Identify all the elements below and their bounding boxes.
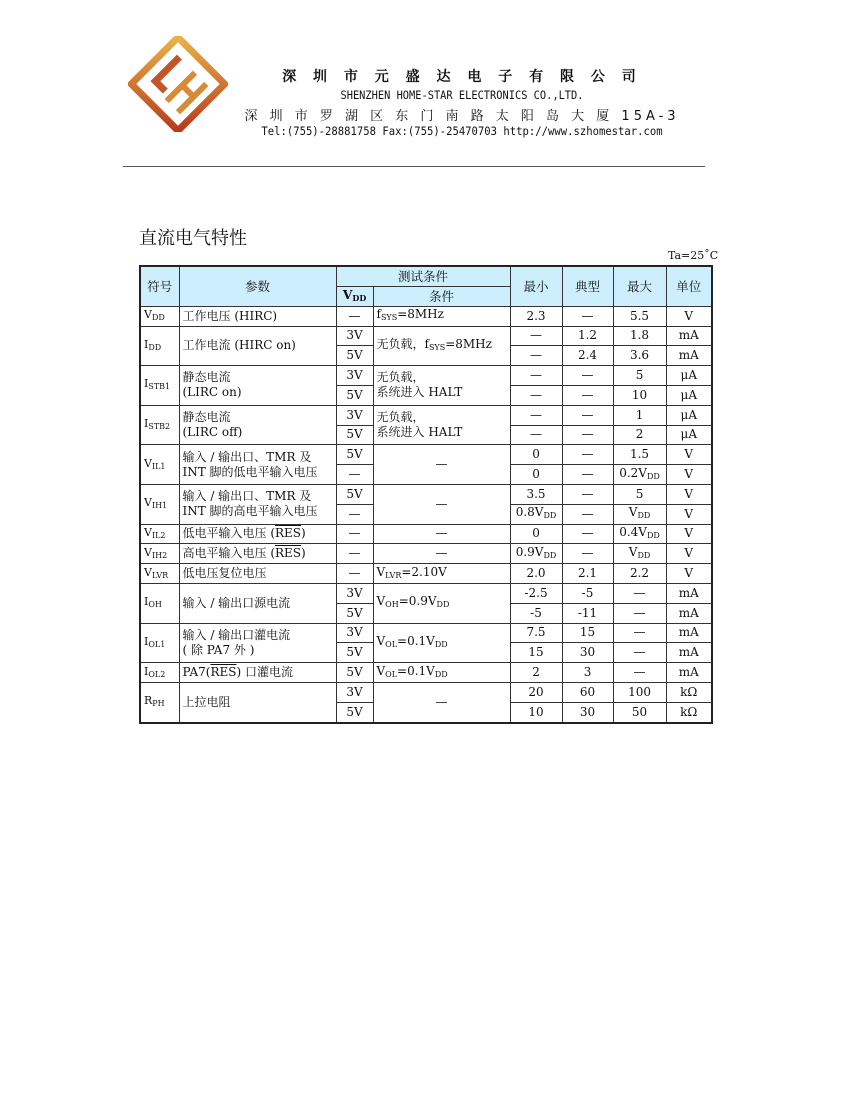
vdd-cell: — [336,306,373,326]
unit-cell: mA [666,623,712,643]
vdd-cell: 3V [336,326,373,346]
vdd-cell: 5V [336,484,373,504]
min-cell: -2.5 [510,583,562,603]
symbol-cell: $I_{OL1}$ [140,623,179,663]
typ-cell: — [562,306,613,326]
vdd-cell: — [336,524,373,544]
min-cell: 7.5 [510,623,562,643]
unit-cell: μA [666,366,712,386]
condition-cell: 无负载， 系统进入 HALT [373,405,510,445]
table-row [140,445,712,465]
min-cell: — [510,366,562,386]
parameter-cell: 低电压复位电压 [179,564,336,584]
header-vdd: $V_{DD}$ [336,286,373,306]
typ-cell: 30 [562,643,613,663]
vdd-cell: 5V [336,702,373,722]
unit-cell: V [666,564,712,584]
typ-cell: -5 [562,583,613,603]
header-condition: 条件 [373,286,510,306]
table-row [140,405,712,425]
typ-cell: 60 [562,682,613,702]
unit-cell: V [666,465,712,485]
min-cell: — [510,346,562,366]
min-cell: 20 [510,682,562,702]
vdd-cell: 5V [336,663,373,683]
min-cell: 15 [510,643,562,663]
max-cell: 10 [613,385,666,405]
min-cell: 3.5 [510,484,562,504]
parameter-cell: 上拉电阻 [179,682,336,722]
max-cell: 1.5 [613,445,666,465]
parameter-cell: 高电平输入电压 $(\overline{RES})$ [179,544,336,564]
parameter-cell: 工作电流 (HIRC on) [179,326,336,366]
parameter-cell: 低电平输入电压 $(\overline{RES})$ [179,524,336,544]
header-unit: 单位 [666,266,712,306]
condition-cell: 无负载，$f_{SYS}=8MHz$ [373,326,510,366]
max-cell: 3.6 [613,346,666,366]
table-row [140,623,712,643]
typ-cell: — [562,445,613,465]
typ-cell: 2.4 [562,346,613,366]
symbol-cell: $V_{IH2}$ [140,544,179,564]
max-cell: — [613,603,666,623]
min-cell: 0 [510,465,562,485]
max-cell: 2.2 [613,564,666,584]
typ-cell: — [562,405,613,425]
unit-cell: V [666,306,712,326]
condition-cell: $V_{OH}=0.9V_{DD}$ [373,583,510,623]
parameter-cell: 静态电流 (LIRC off) [179,405,336,445]
section-title: 直流电气特性 [139,228,247,249]
unit-cell: μA [666,385,712,405]
max-cell: — [613,663,666,683]
typ-cell: -11 [562,603,613,623]
symbol-cell: $R_{PH}$ [140,682,179,722]
table-row [140,326,712,346]
unit-cell: mA [666,603,712,623]
unit-cell: V [666,484,712,504]
table-row [140,564,712,584]
unit-cell: V [666,445,712,465]
max-cell: 1.8 [613,326,666,346]
table-row [140,366,712,386]
min-cell: 2 [510,663,562,683]
vdd-cell: 5V [336,346,373,366]
symbol-cell: $V_{IL2}$ [140,524,179,544]
dc-characteristics-table [139,265,713,724]
typ-cell: — [562,524,613,544]
condition-cell: — [373,445,510,485]
company-logo [128,36,228,132]
typ-cell: 15 [562,623,613,643]
max-cell: $0.2V_{DD}$ [613,465,666,485]
vdd-cell: 5V [336,385,373,405]
max-cell: 5 [613,484,666,504]
header-test-conditions: 测试条件 [336,266,510,286]
ambient-temperature: Ta=25˚C [668,249,719,262]
max-cell: 5.5 [613,306,666,326]
max-cell: 50 [613,702,666,722]
max-cell: 2 [613,425,666,445]
table-row [140,484,712,504]
typ-cell: 3 [562,663,613,683]
symbol-cell: $V_{DD}$ [140,306,179,326]
header-divider [123,166,705,167]
min-cell: 2.0 [510,564,562,584]
max-cell: — [613,643,666,663]
unit-cell: μA [666,425,712,445]
header-min: 最小 [510,266,562,306]
condition-cell: — [373,484,510,524]
typ-cell: 30 [562,702,613,722]
typ-cell: 2.1 [562,564,613,584]
vdd-cell: 5V [336,445,373,465]
header-max: 最大 [613,266,666,306]
typ-cell: — [562,544,613,564]
parameter-cell: $PA7(\overline{RES})$ 口灌电流 [179,663,336,683]
condition-cell: — [373,682,510,722]
table-row [140,306,712,326]
typ-cell: — [562,366,613,386]
header-symbol: 符号 [140,266,179,306]
vdd-cell: 5V [336,425,373,445]
company-contact: Tel:(755)-28881758 Fax:(755)-25470703 http://www.szhomestar.com [261,124,663,138]
typ-cell: — [562,425,613,445]
table-row [140,682,712,702]
symbol-cell: $I_{DD}$ [140,326,179,366]
header-typ: 典型 [562,266,613,306]
symbol-cell: $I_{OH}$ [140,583,179,623]
vdd-cell: 3V [336,623,373,643]
unit-cell: μA [666,405,712,425]
symbol-cell: $I_{STB1}$ [140,366,179,406]
condition-cell: — [373,524,510,544]
vdd-cell: — [336,465,373,485]
company-name-en: SHENZHEN HOME-STAR ELECTRONICS CO.,LTD. [340,88,584,102]
min-cell: -5 [510,603,562,623]
unit-cell: kΩ [666,682,712,702]
table-header-row [140,266,712,286]
vdd-cell: — [336,504,373,524]
min-cell: — [510,326,562,346]
condition-cell: $V_{LVR}=2.10V$ [373,564,510,584]
vdd-cell: — [336,564,373,584]
unit-cell: mA [666,346,712,366]
max-cell: — [613,583,666,603]
parameter-cell: 输入 / 输出口源电流 [179,583,336,623]
condition-cell: $V_{OL}=0.1V_{DD}$ [373,623,510,663]
min-cell: 10 [510,702,562,722]
min-cell: — [510,425,562,445]
unit-cell: mA [666,663,712,683]
typ-cell: — [562,385,613,405]
max-cell: $0.4V_{DD}$ [613,524,666,544]
typ-cell: — [562,504,613,524]
symbol-cell: $V_{LVR}$ [140,564,179,584]
min-cell: 2.3 [510,306,562,326]
company-name-cn: 深 圳 市 元 盛 达 电 子 有 限 公 司 [282,69,642,85]
table-row [140,544,712,564]
condition-cell: $f_{SYS}=8MHz$ [373,306,510,326]
symbol-cell: $I_{STB2}$ [140,405,179,445]
vdd-cell: 3V [336,583,373,603]
symbol-cell: $I_{OL2}$ [140,663,179,683]
unit-cell: mA [666,583,712,603]
unit-cell: mA [666,643,712,663]
parameter-cell: 输入 / 输出口、TMR 及 INT 脚的高电平输入电压 [179,484,336,524]
min-cell: $0.9V_{DD}$ [510,544,562,564]
min-cell: — [510,405,562,425]
vdd-cell: 5V [336,603,373,623]
unit-cell: kΩ [666,702,712,722]
symbol-cell: $V_{IH1}$ [140,484,179,524]
min-cell: — [510,385,562,405]
table-row [140,583,712,603]
vdd-cell: 3V [336,682,373,702]
max-cell: 1 [613,405,666,425]
unit-cell: V [666,524,712,544]
max-cell: 5 [613,366,666,386]
vdd-cell: 3V [336,366,373,386]
unit-cell: mA [666,326,712,346]
condition-cell: $V_{OL}=0.1V_{DD}$ [373,663,510,683]
symbol-cell: $V_{IL1}$ [140,445,179,485]
max-cell: 100 [613,682,666,702]
min-cell: $0.8V_{DD}$ [510,504,562,524]
vdd-cell: — [336,544,373,564]
max-cell: $V_{DD}$ [613,544,666,564]
typ-cell: — [562,484,613,504]
company-address: 深 圳 市 罗 湖 区 东 门 南 路 太 阳 岛 大 厦 15A-3 [244,109,680,124]
parameter-cell: 静态电流 (LIRC on) [179,366,336,406]
parameter-cell: 输入 / 输出口、TMR 及 INT 脚的低电平输入电压 [179,445,336,485]
vdd-cell: 3V [336,405,373,425]
table-row [140,663,712,683]
vdd-cell: 5V [336,643,373,663]
unit-cell: V [666,544,712,564]
condition-cell: — [373,544,510,564]
min-cell: 0 [510,524,562,544]
max-cell: — [613,623,666,643]
table-row [140,524,712,544]
condition-cell: 无负载， 系统进入 HALT [373,366,510,406]
unit-cell: V [666,504,712,524]
min-cell: 0 [510,445,562,465]
typ-cell: — [562,465,613,485]
typ-cell: 1.2 [562,326,613,346]
parameter-cell: 输入 / 输出口灌电流 ( 除 PA7 外 ) [179,623,336,663]
header-parameter: 参数 [179,266,336,306]
max-cell: $V_{DD}$ [613,504,666,524]
parameter-cell: 工作电压 (HIRC) [179,306,336,326]
